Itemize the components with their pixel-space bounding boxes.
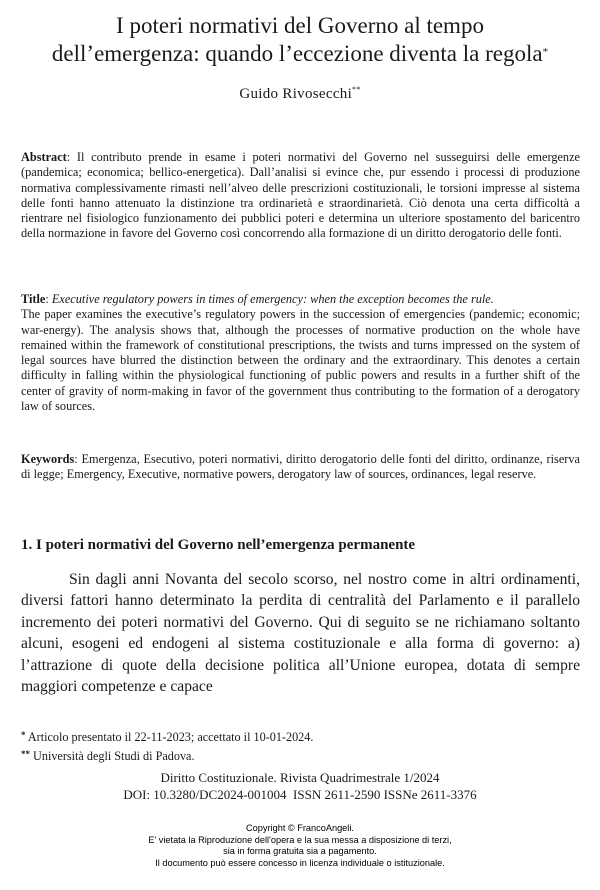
body-paragraph: Sin dagli anni Novanta del secolo scorso, nel nostro come in altri ordinamenti, diversi fattori hanno determinato la perdita di centralità del Parlamento e il parallelo incremento dei poteri normativi del Governo. Qui di seguito se ne richiamano soltanto alcuni, esogeni ed endogeni al sistema costituzionale e alla forma di governo: a) l’attrazione di quote della decisione politica all’Unione europea, dotata di sempre maggiori competenze e capace (21, 571, 580, 696)
journal-doi-issn: DOI: 10.3280/DC2024-001004 ISSN 2611-2590 ISSNe 2611-3376 (123, 787, 477, 802)
copyright-line-3: sia in forma gratuita sia a pagamento. (223, 846, 377, 857)
english-title-line (21, 292, 580, 307)
author-footnote-mark[interactable]: ** (352, 85, 361, 94)
keywords-text: : Emergenza, Esecutivo, poteri normativi, diritto derogatorio delle fonti del diritto, ordinanze, riserva di legge; Emergency, Executive, normative powers, derogatory law of sources, ordinances, legal reserve. (21, 452, 580, 482)
footnote-1-text: Articolo presentato il 22-11-2023; accettato il 10-01-2024. (27, 730, 314, 744)
english-abstract (21, 292, 580, 414)
english-title-sep: : (45, 292, 52, 306)
abstract-text: : Il contributo prende in esame i poteri normativi del Governo nel susseguirsi delle emergenze (pandemica; economica; bellico-energetica). Dall’analisi si evince che, pur essendo i processi di produzione normativa complessivamente rimasti nell’alveo delle prescrizioni costituzionali, le torsioni impresse al sistema delle fonti hanno attenuato la distinzione tra ordinarietà e straordinarietà. Ciò denota una certa difficoltà a rientrare nel fisiologico funzionamento dei pubblici poteri e determina un ulteriore spostamento del baricentro della normazione in favore del Governo così concorrendo alla formazione di un diritto derogatorio delle fonti. (21, 150, 580, 241)
copyright-line-4: Il documento può essere concesso in licenza individuale o istituzionale. (155, 857, 445, 868)
abstract-label: Abstract (21, 150, 67, 164)
journal-name: Diritto Costituzionale. Rivista Quadrimestrale 1/2024 (160, 770, 440, 785)
abstract (21, 150, 580, 242)
copyright-line-2: E' vietata la Riproduzione dell'opera e la sua messa a disposizione di terzi, (148, 834, 452, 845)
title-footnote-mark[interactable]: * (542, 46, 549, 58)
english-abstract-text: The paper examines the executive’s regulatory powers in the succession of emergencies (pandemic; economic; war-energy). The analysis shows that, although the processes of normative production on the whole have remained within the framework of constitutional prescriptions, the twists and turns impressed on the system of legal sources have blurred the distinction between the ordinary and the extraordinary. This denotes a certain difficulty in falling within the physiological functioning of public powers and results in a further shift of the center of gravity of norm-making in favor of the government thus contributing to the formation of a derogatory law of sources. (21, 307, 580, 414)
title-line-2 (20, 40, 580, 68)
footnote-1 (21, 730, 580, 745)
english-title: Executive regulatory powers in times of emergency: when the exception becomes the rule. (51, 292, 494, 306)
keywords-label: Keywords (21, 452, 75, 466)
keywords (21, 452, 580, 483)
author (0, 86, 600, 103)
title-line-2-text: dell’emergenza: quando l’eccezione diventa la regola (51, 41, 543, 66)
footnote-2 (21, 749, 580, 764)
author-name: Guido Rivosecchi (239, 86, 353, 102)
paper-title (20, 12, 580, 68)
section-heading: 1. I poteri normativi del Governo nell’emergenza permanente (21, 537, 416, 553)
footnote-1-mark: * (21, 730, 26, 740)
copyright-notice (0, 823, 600, 869)
title-line-1: I poteri normativi del Governo al tempo (116, 13, 484, 38)
copyright-line-1: Copyright © FrancoAngeli. (246, 823, 354, 833)
footnote-2-mark: ** (21, 749, 30, 759)
footnote-2-text: Università degli Studi di Padova. (33, 749, 195, 763)
english-title-label: Title (21, 292, 46, 306)
